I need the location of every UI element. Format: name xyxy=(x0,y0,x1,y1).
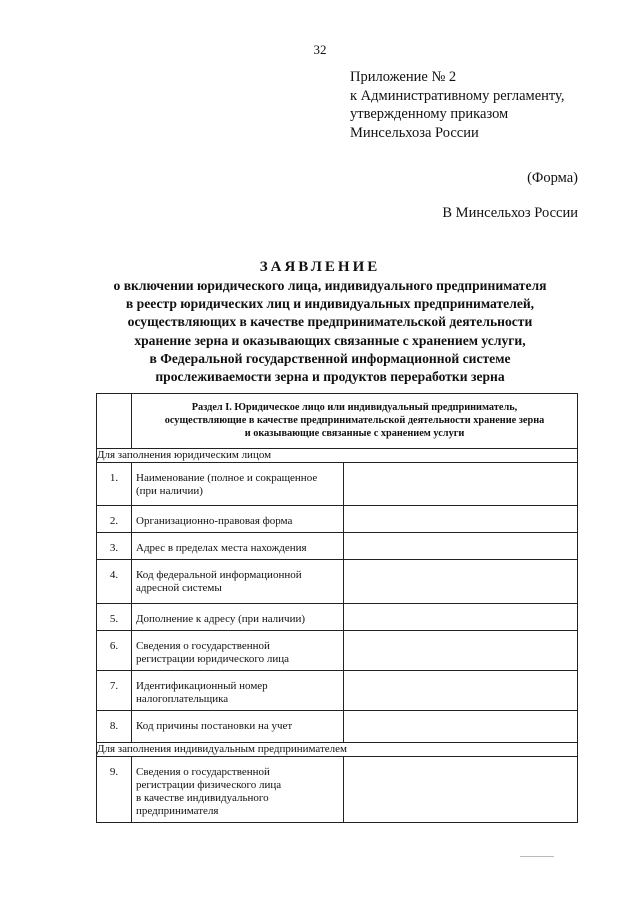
section-header-spacer xyxy=(97,394,132,449)
appendix-note xyxy=(350,68,620,142)
row-label-line: Код федеральной информационной xyxy=(136,569,302,581)
form-row xyxy=(97,671,578,711)
form-row xyxy=(97,711,578,743)
document-subtitle xyxy=(60,277,600,386)
subtitle-line: осуществляющих в качестве предпринимательской деятельности xyxy=(127,314,533,330)
form-row xyxy=(97,631,578,671)
row-label-line: регистрации юридического лица xyxy=(136,653,289,665)
appendix-line: Минсельхоза России xyxy=(350,124,479,141)
row-label-line: регистрации физического лица xyxy=(136,779,282,791)
row-value-field[interactable] xyxy=(344,463,578,506)
row-label xyxy=(132,506,344,533)
row-label xyxy=(132,463,344,506)
appendix-line: Приложение № 2 xyxy=(350,69,457,85)
row-label xyxy=(132,560,344,604)
row-number: 1. xyxy=(97,463,132,506)
row-label xyxy=(132,671,344,711)
subtitle-line: в реестр юридических лиц и индивидуальных предпринимателей, xyxy=(125,296,535,312)
legal-entity-subheader: Для заполнения юридическим лицом xyxy=(97,449,578,463)
form-row xyxy=(97,604,578,631)
row-label-line: Наименование (полное и сокращенное xyxy=(136,472,318,484)
subtitle-line: хранение зерна и оказывающих связанные с хранением услуги, xyxy=(134,332,526,348)
form-row xyxy=(97,463,578,506)
row-label xyxy=(132,631,344,671)
row-number: 5. xyxy=(97,604,132,631)
row-label-line: Адрес в пределах места нахождения xyxy=(136,542,307,554)
entrepreneur-subheader-row xyxy=(97,743,578,757)
row-label-line: предпринимателя xyxy=(136,805,219,817)
row-number: 6. xyxy=(97,631,132,671)
row-number: 7. xyxy=(97,671,132,711)
row-value-field[interactable] xyxy=(344,631,578,671)
section-title-line: осуществляющие в качестве предпринимательской деятельности хранение зерна xyxy=(164,415,545,426)
form-row xyxy=(97,757,578,823)
row-number: 9. xyxy=(97,757,132,823)
row-label-line: Идентификационный номер xyxy=(136,680,268,692)
row-number: 4. xyxy=(97,560,132,604)
row-label xyxy=(132,604,344,631)
row-label-line: в качестве индивидуального xyxy=(136,792,269,804)
section-header-row xyxy=(97,394,578,449)
addressee: В Минсельхоз России xyxy=(442,205,578,221)
row-label-line: Организационно-правовая форма xyxy=(136,515,293,527)
legal-entity-subheader-row xyxy=(97,449,578,463)
subtitle-line: о включении юридического лица, индивидуального предпринимателя xyxy=(113,278,547,293)
appendix-line: утвержденному приказом xyxy=(350,106,509,122)
row-value-field[interactable] xyxy=(344,533,578,560)
section-title-line: и оказывающие связанные с хранением услуги xyxy=(244,428,465,439)
row-number: 2. xyxy=(97,506,132,533)
section-title-line: Раздел I. Юридическое лицо или индивидуальный предприниматель, xyxy=(191,402,518,413)
subtitle-line: в Федеральной государственной информационной системе xyxy=(149,350,511,366)
row-value-field[interactable] xyxy=(344,671,578,711)
form-row xyxy=(97,506,578,533)
scan-mark xyxy=(520,856,554,857)
document-title: ЗАЯВЛЕНИЕ xyxy=(259,259,381,275)
row-label-line: налогоплательщика xyxy=(136,693,229,705)
subtitle-line: прослеживаемости зерна и продуктов переработки зерна xyxy=(155,369,505,385)
row-value-field[interactable] xyxy=(344,757,578,823)
row-label-line: Сведения о государственной xyxy=(136,640,270,652)
section-title xyxy=(132,394,578,449)
row-number: 3. xyxy=(97,533,132,560)
row-value-field[interactable] xyxy=(344,604,578,631)
row-label-line: Сведения о государственной xyxy=(136,766,270,778)
row-label xyxy=(132,711,344,743)
form-row xyxy=(97,533,578,560)
page-number: 32 xyxy=(313,42,327,57)
row-value-field[interactable] xyxy=(344,560,578,604)
row-label-line: Дополнение к адресу (при наличии) xyxy=(136,613,306,625)
appendix-line: к Административному регламенту, xyxy=(350,87,565,104)
form-label: (Форма) xyxy=(527,170,578,186)
form-row xyxy=(97,560,578,604)
row-label-line: (при наличии) xyxy=(136,485,203,497)
row-label xyxy=(132,757,344,823)
row-value-field[interactable] xyxy=(344,506,578,533)
row-label xyxy=(132,533,344,560)
row-label-line: адресной системы xyxy=(136,582,222,594)
row-label-line: Код причины постановки на учет xyxy=(136,720,293,732)
entrepreneur-subheader: Для заполнения индивидуальным предпринимателем xyxy=(97,743,578,757)
row-number: 8. xyxy=(97,711,132,743)
application-form-table xyxy=(96,393,578,823)
row-value-field[interactable] xyxy=(344,711,578,743)
